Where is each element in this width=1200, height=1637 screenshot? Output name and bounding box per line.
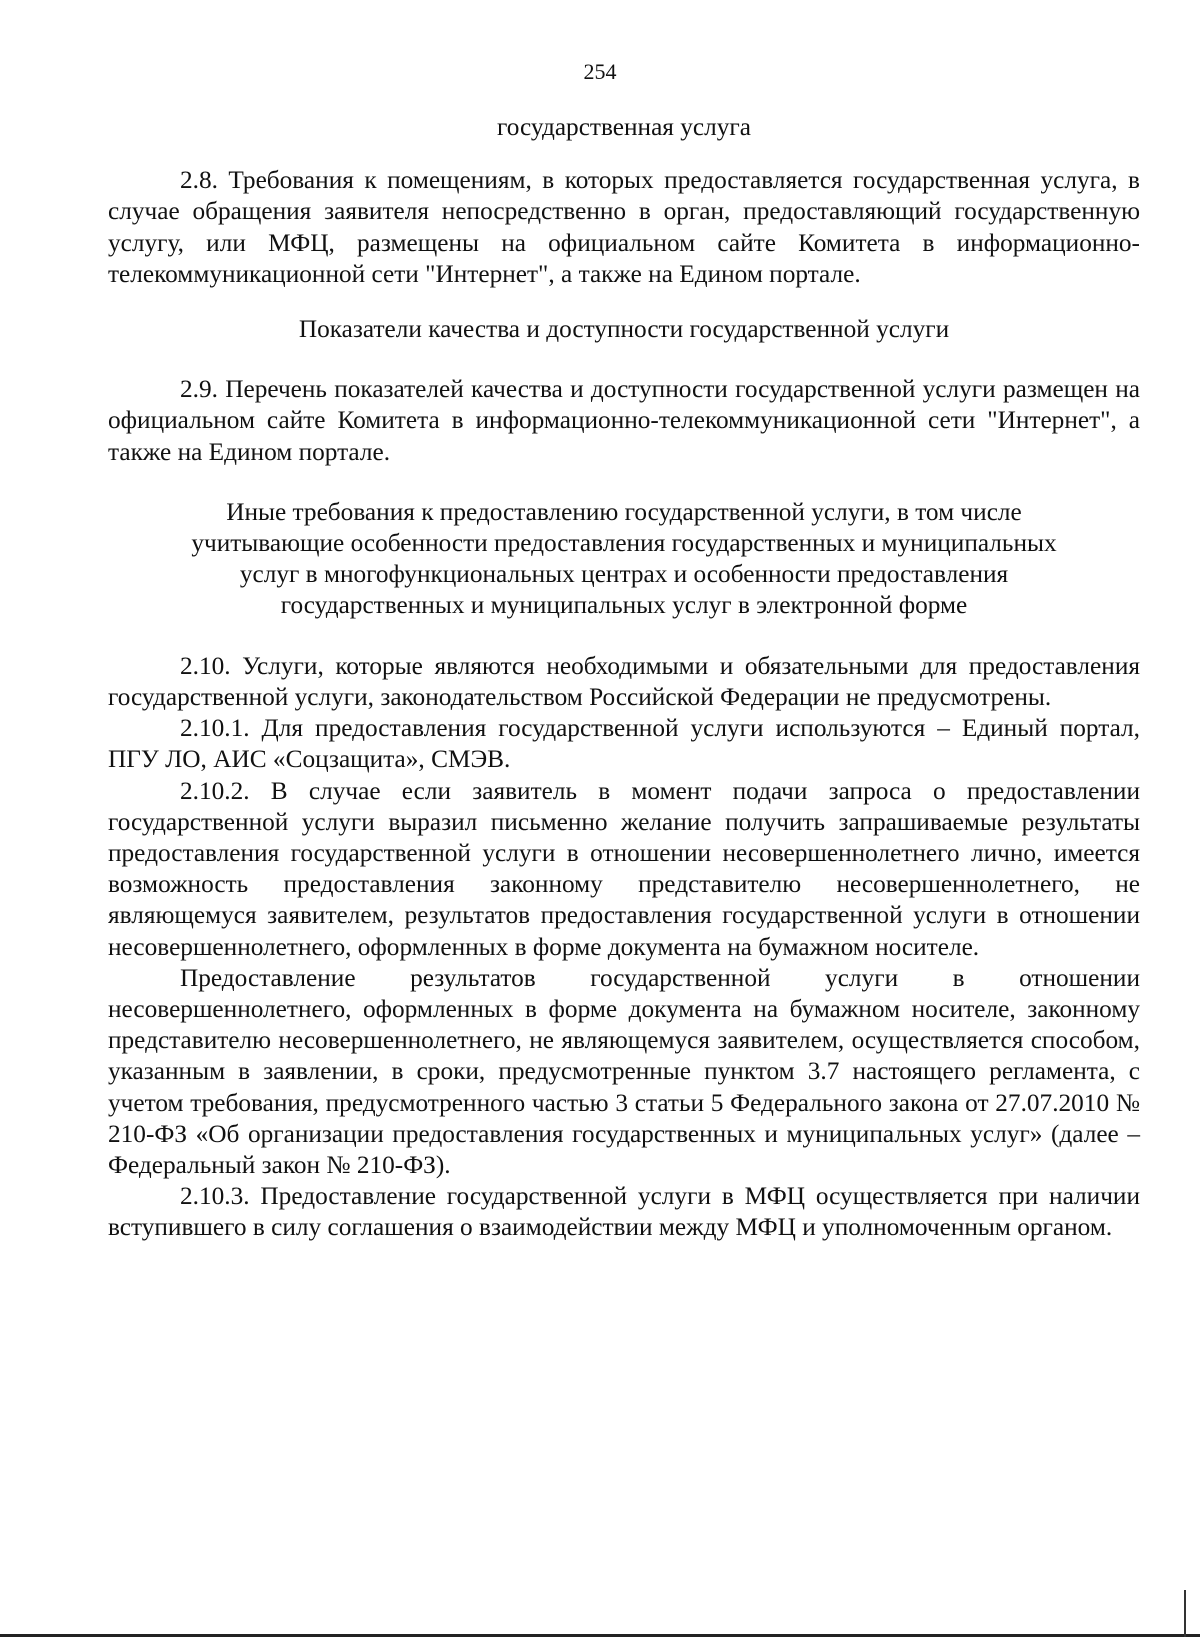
paragraph-2-9: 2.9. Перечень показателей качества и доступности государственной услуги размещен на официальном сайте Комитета в информационно-телекоммуникационной сети "Интернет", а также на Едином портале. bbox=[108, 375, 1140, 466]
document-body bbox=[108, 112, 1140, 1244]
paragraph-2-10-1: 2.10.1. Для предоставления государственной услуги используются – Единый портал, ПГУ ЛО, АИС «Соцзащита», СМЭВ. bbox=[108, 714, 1140, 774]
paragraph-2-10: 2.10. Услуги, которые являются необходимыми и обязательными для предоставления государственной услуги, законодательством Российской Федерации не предусмотрены. bbox=[108, 651, 1140, 712]
paragraph-2-10-3: 2.10.3. Предоставление государственной услуги в МФЦ осуществляется при наличии вступившего в силу соглашения о взаимодействии между МФЦ и уполномоченным органом. bbox=[108, 1182, 1140, 1242]
section-heading-quality: Показатели качества и доступности государственной услуги bbox=[298, 315, 950, 344]
paragraph-provision: Предоставление результатов государственной услуги в отношении несовершеннолетнего, оформленных в форме документа на бумажном носителе, законному представителю несовершеннолетнего, не являющемуся заявителем, осуществляется способом, указанным в заявлении, в сроки, предусмотренные пунктом 3.7 настоящего регламента, с учетом требования, предусмотренного частью 3 статьи 5 Федерального закона от 27.07.2010 № 210-ФЗ «Об организации предоставления государственных и муниципальных услуг» (далее – Федеральный закон № 210-ФЗ). bbox=[108, 963, 1140, 1180]
paragraph-2-8: 2.8. Требования к помещениям, в которых предоставляется государственная услуга, в случае обращения заявителя непосредственно в орган, предоставляющий государственную услугу, или МФЦ, размещены на официальном сайте Комитета в информационно-телекоммуникационной сети "Интернет", а также на Едином портале. bbox=[108, 166, 1140, 288]
paragraph-2-10-2: 2.10.2. В случае если заявитель в момент подачи запроса о предоставлении государственной услуги выразил письменно желание получить запрашиваемые результаты предоставления государственной услуги в отношении несовершеннолетнего лично, имеется возможность предоставления законному представителю несовершеннолетнего, не являющемуся заявителем, результатов предоставления государственной услуги в отношении несовершеннолетнего, оформленных в форме документа на бумажном носителе. bbox=[108, 776, 1140, 961]
heading-line: услуг в многофункциональных центрах и особенности предоставления bbox=[239, 559, 1009, 588]
section-heading-continuation: государственная услуга bbox=[496, 113, 752, 141]
page-number: 254 bbox=[583, 59, 617, 84]
scan-edge-right bbox=[1184, 1590, 1186, 1637]
heading-line: Иные требования к предоставлению государственной услуги, в том числе bbox=[226, 497, 1022, 526]
heading-line: учитывающие особенности предоставления государственных и муниципальных bbox=[191, 528, 1057, 557]
section-heading-other-requirements bbox=[108, 497, 1140, 621]
heading-line: государственных и муниципальных услуг в электронной форме bbox=[280, 590, 968, 619]
